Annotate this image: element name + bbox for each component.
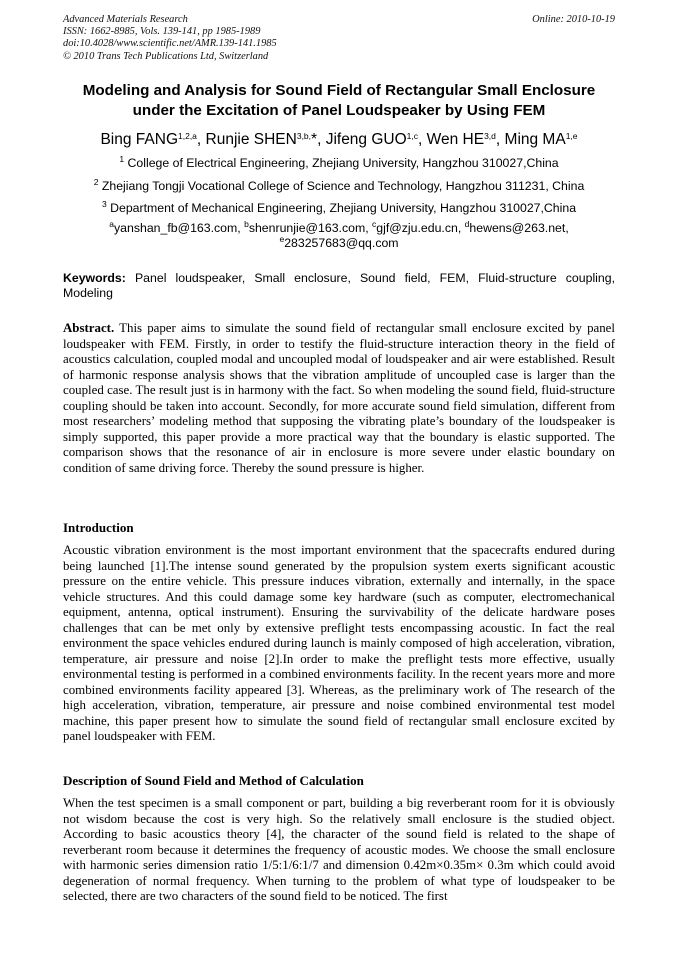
author-list [30, 130, 648, 150]
affiliation-2 [30, 179, 648, 194]
issn-line: ISSN: 1662-8985, Vols. 139-141, pp 1985-1989 [63, 26, 261, 38]
abstract-text: This paper aims to simulate the sound field of rectangular small enclosure excited by panel loudspeaker with FEM. Firstly, in order to testify the fluid-structure interaction theory in the field of acoustics calculation, coupled modal and uncoupled modal of loudspeaker and air were established. Result of harmonic response analysis shows that the vibration amplitude of uncoupled case is larger than the coupled case. The result just is in harmony with the fact. So when modeling the sound field, fluid-structure coupling should be taken into account. Secondly, for more accurate sound field simulation, different from most researchers’ modeling method that supposing the vibrating plate’s boundary of the loudspeaker is simply supported, this paper provide a more practical way that the boundary is elastic supported. The comparison shows that the resonance of air in enclosure is more severe under elastic boundary on condition of same driving force. Thereby the sound pressure is higher. [63, 321, 615, 475]
author-name: Bing FANG [100, 131, 178, 148]
author-sup: 3,b, [296, 131, 312, 141]
affiliation-3 [30, 201, 648, 216]
author-sep: *, [311, 131, 326, 148]
description-paragraph: When the test specimen is a small component or part, building a big reverberant room for it is obviously not wisdom because the cost is very high. So the relatively small enclosure is the studied object. According to basic acoustics theory [4], the character of the sound field is related to the shape of reverberant room because it determines the frequency of acoustic modes. We choose the small enclosure with harmonic series dimension ratio 1/5:1/6:1/7 and dimension 0.42m×0.35m× 0.3m which could avoid degeneration of normal frequency. When turning to the problem of what type of loudspeaker to be selected, there are two characters of the sound field to be noticed. The first [63, 796, 615, 903]
author-sup: 1,2,a [178, 131, 197, 141]
author-sup: 1,c [406, 131, 419, 141]
affiliation-text: Department of Mechanical Engineering, Zhejiang University, Hangzhou 310027,China [110, 201, 577, 215]
affiliation-text: Zhejiang Tongji Vocational College of Science and Technology, Hangzhou 311231, China [101, 179, 585, 193]
email-b[interactable]: shenrunjie@163.com [248, 221, 366, 235]
paper-title [40, 81, 638, 121]
author-sep: , [495, 131, 505, 148]
author-sep: , [196, 131, 206, 148]
email-sup: e [279, 234, 285, 244]
author-name: Runjie SHEN [205, 131, 297, 148]
doi-line: doi:10.4028/www.scientific.net/AMR.139-141.1985 [63, 38, 277, 50]
email-sup: c [372, 219, 377, 229]
email-a[interactable]: yanshan_fb@163.com [114, 221, 238, 235]
affiliation-num: 2 [93, 177, 99, 187]
title-line-2: under the Excitation of Panel Loudspeaker by Using FEM [132, 102, 546, 119]
email-line-1: $^a$yanshan_fb@163.com, $^b$shenrunjie@163.com, $^c$gjf@zju.edu.cn, $^d$hewens@263.net, [109, 219, 569, 235]
email-line-2 [40, 236, 638, 251]
email-d[interactable]: hewens@263.net [469, 221, 566, 235]
email-sup: d [464, 219, 470, 229]
introduction-paragraph: Acoustic vibration environment is the most important environment that the spacecrafts endured during being launched [1].The intense sound generated by the propulsion system exerts significant acoustic pressure on the entire vehicle. This pressure induces vibration, externally and internally, in the space vehicle structures. And this could damage some key hardware (such as computer, electromechanical equipment, antenna, optical instrument). Ensuring the survivability of the delicate hardware poses challenges that can be met only by extensive preflight tests encompassing acoustic. In fact the real environment the space vehicles endured during launch is mainly composed of high acceleration, vibration, temperature, air pressure and noise [2].In order to make the preflight tests more effective, usually environmental testing is performed in a combined environments facility. In the recent years more and more combined environments facility appeared [3]. Whereas, as the preliminary work of The research of the high acceleration, vibration, temperature, air pressure and noise combined environmental test model machine, this paper present how to simulate the sound field of rectangular small enclosure excited by panel loudspeaker with FEM. [63, 543, 615, 743]
journal-header [63, 14, 277, 63]
description-heading: Description of Sound Field and Method of Calculation [63, 773, 364, 788]
journal-name: Advanced Materials Research [63, 14, 188, 25]
email-c[interactable]: gjf@zju.edu.cn [376, 221, 458, 235]
email-sup: b [244, 219, 249, 229]
author-name: Wen HE [426, 131, 485, 148]
keywords [63, 271, 615, 301]
introduction-heading: Introduction [63, 520, 134, 535]
author-sep: , [418, 131, 427, 148]
online-date: Online: 2010-10-19 [532, 14, 615, 25]
affiliation-text: College of Electrical Engineering, Zhejiang University, Hangzhou 310027,China [127, 156, 559, 170]
email-list [40, 221, 638, 251]
author-name: Jifeng GUO [325, 131, 407, 148]
keywords-label: Keywords: [63, 271, 126, 285]
affiliation-num: 3 [101, 199, 107, 209]
title-line-1: Modeling and Analysis for Sound Field of Rectangular Small Enclosure [82, 82, 596, 99]
email-e[interactable]: 283257683@qq.com [284, 236, 399, 250]
copyright-line: © 2010 Trans Tech Publications Ltd, Switzerland [63, 50, 269, 62]
affiliation-1 [30, 156, 648, 171]
keywords-text: Panel loudspeaker, Small enclosure, Sound field, FEM, Fluid-structure coupling, Modeling [63, 271, 616, 300]
abstract [63, 321, 615, 476]
affiliation-num: 1 [119, 154, 125, 164]
author-sup: 3,d [484, 131, 496, 141]
email-sup: a [109, 219, 114, 229]
author-sup: 1,e [565, 131, 578, 141]
author-name: Ming MA [504, 131, 566, 148]
abstract-label: Abstract. [63, 321, 115, 335]
